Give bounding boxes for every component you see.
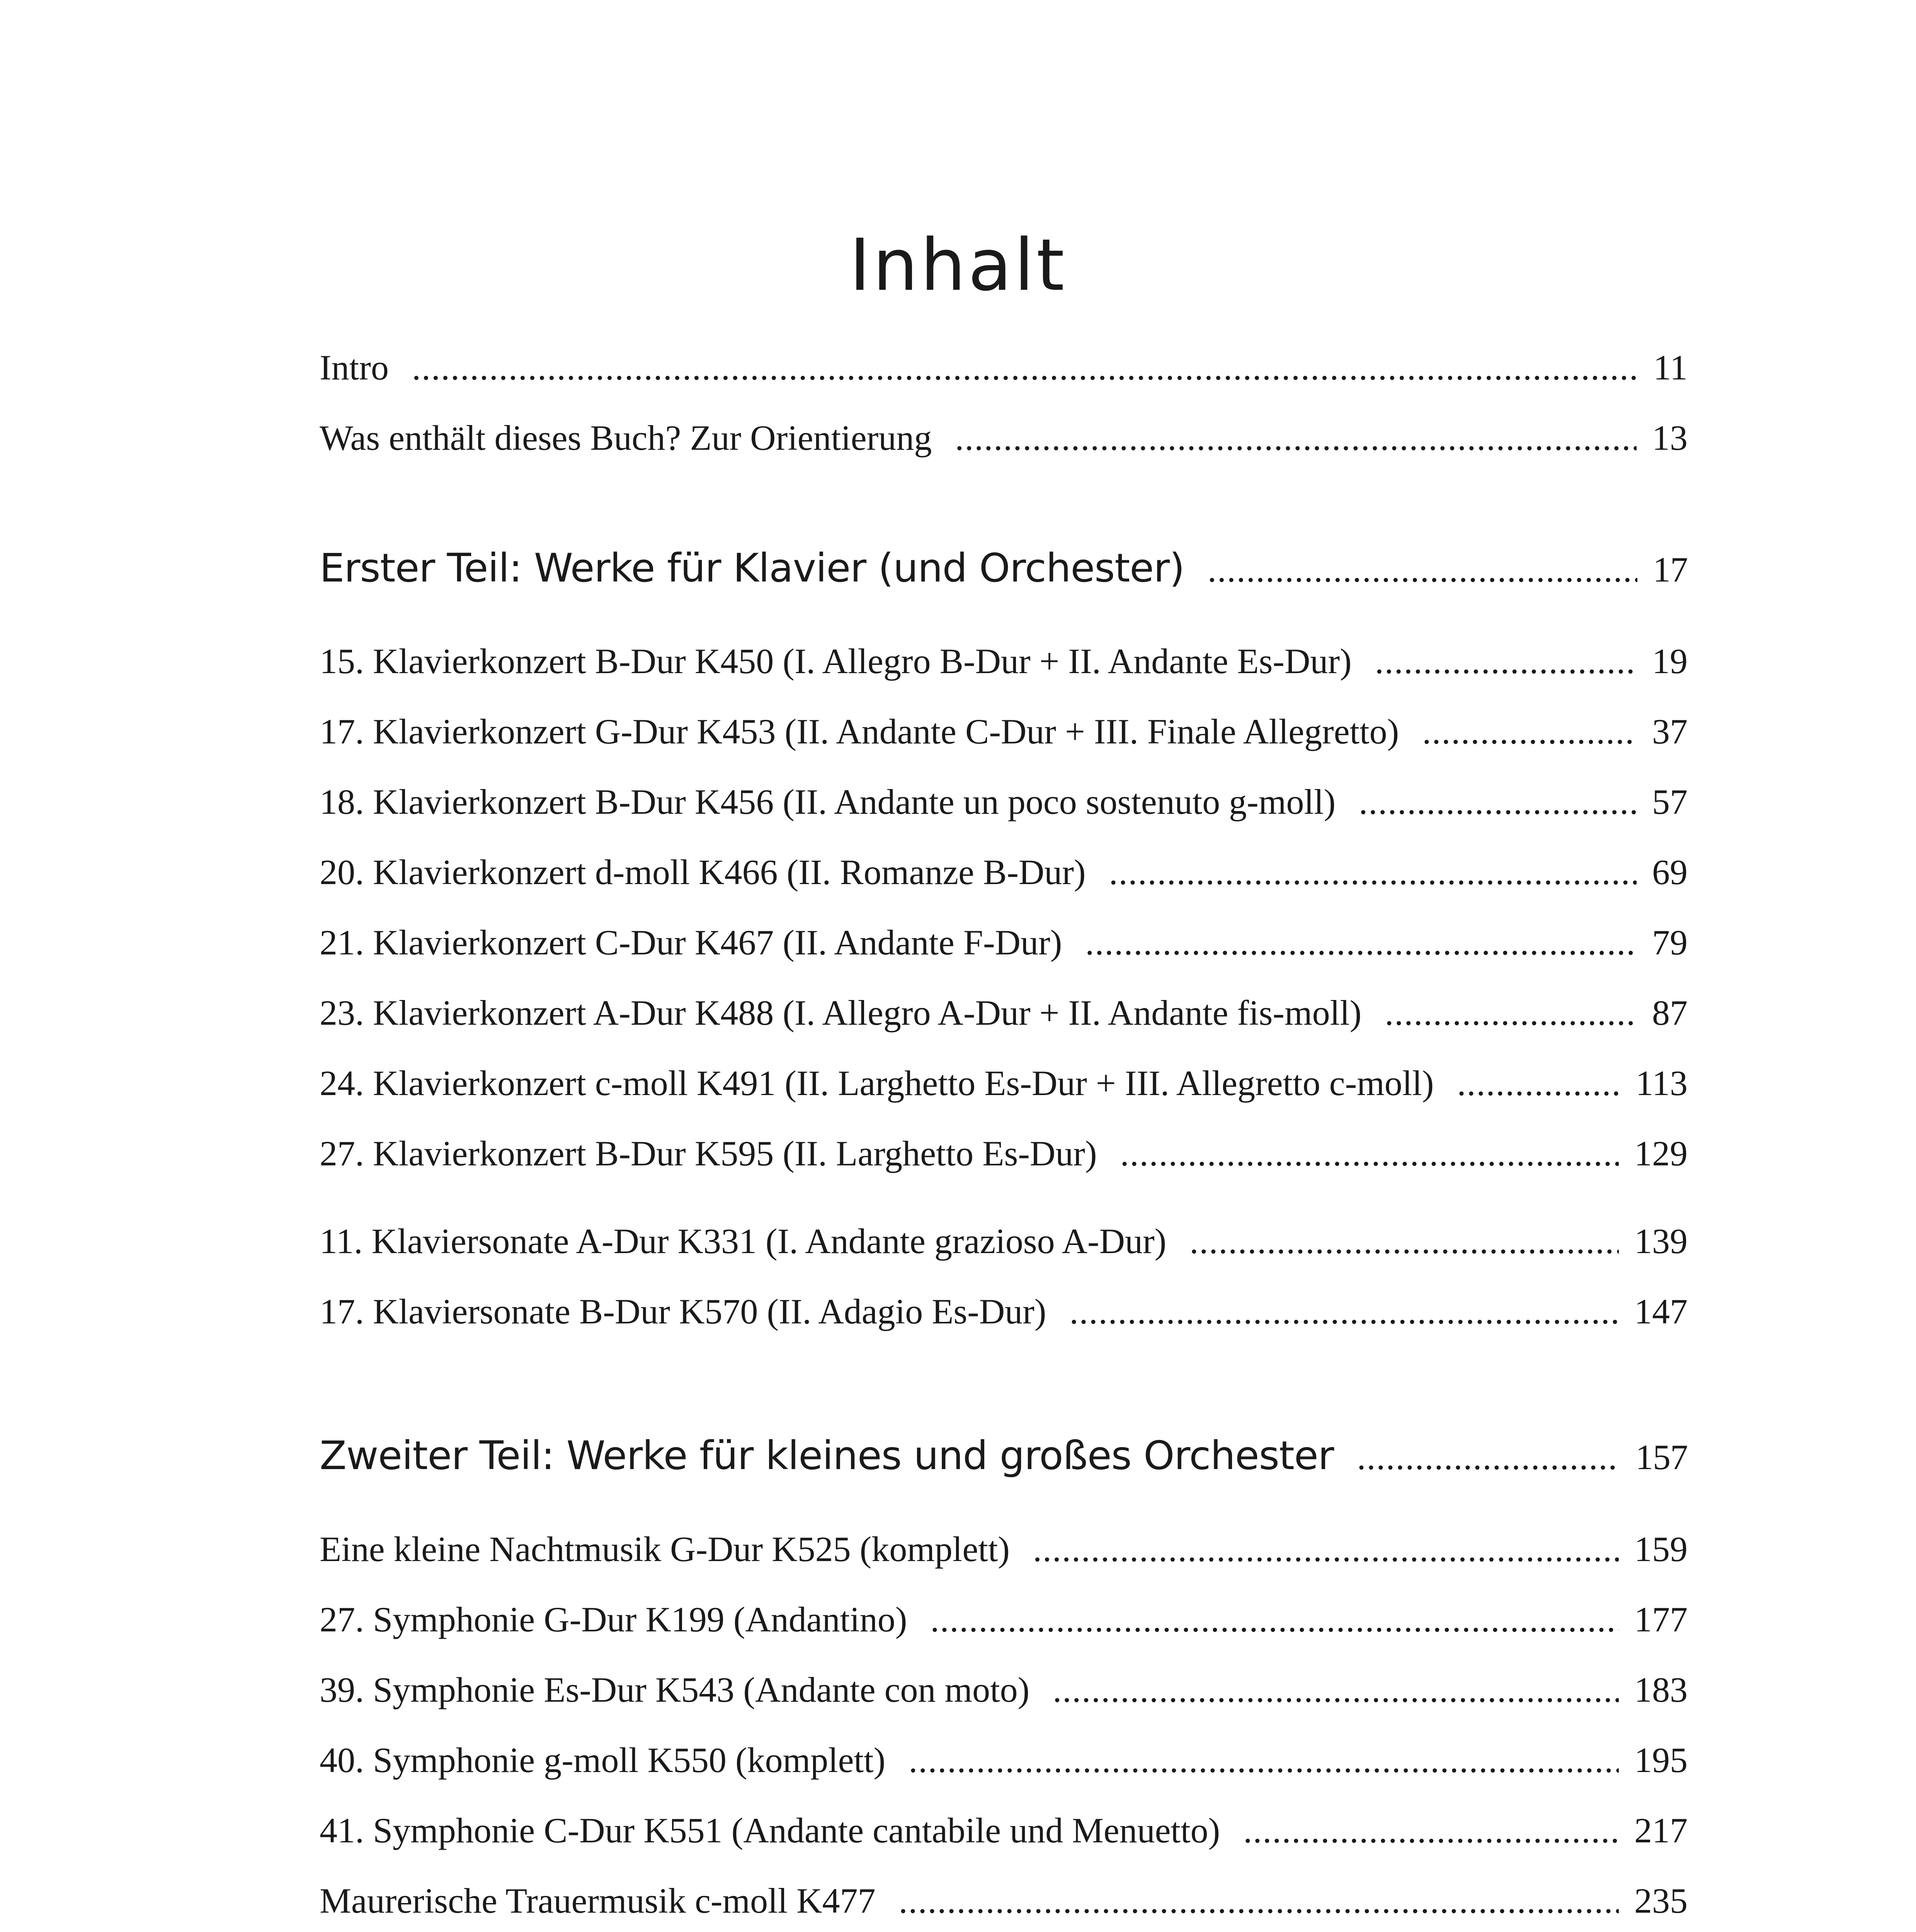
dot-leader	[1422, 714, 1637, 749]
toc-entry[interactable]	[320, 995, 1688, 1031]
dot-leader	[1243, 1813, 1619, 1848]
dot-leader	[1359, 784, 1637, 820]
toc-entry[interactable]	[320, 1294, 1688, 1329]
toc-entry-label: 11. Klaviersonate A-Dur K331 (I. Andante grazioso A-Dur)	[320, 1221, 1167, 1261]
toc-entry-page: 13	[1652, 418, 1688, 457]
toc-entry-page: 177	[1634, 1600, 1688, 1639]
toc-entry-label: Eine kleine Nachtmusik G-Dur K525 (komplett)	[320, 1529, 1010, 1569]
toc-entry[interactable]	[320, 1065, 1688, 1101]
toc-entry-page: 37	[1652, 712, 1688, 751]
toc-entry-label: 17. Klavierkonzert G-Dur K453 (II. Andante C-Dur + III. Finale Allegretto)	[320, 712, 1399, 751]
toc-entry-label: 39. Symphonie Es-Dur K543 (Andante con moto)	[320, 1670, 1030, 1709]
toc-entry-page: 113	[1635, 1063, 1688, 1103]
toc-entry-label: 17. Klaviersonate B-Dur K570 (II. Adagio Es-Dur)	[320, 1292, 1046, 1331]
toc-entry-page: 147	[1634, 1292, 1688, 1331]
toc-entry-page: 11	[1653, 348, 1688, 387]
toc-entry-page: 235	[1634, 1881, 1688, 1920]
toc-entry[interactable]	[320, 1136, 1688, 1171]
dot-leader	[1375, 643, 1637, 679]
toc-section-heading-erster-teil[interactable]	[320, 545, 1688, 591]
toc-entry-intro[interactable]	[320, 350, 1688, 385]
toc-entry-page: 19	[1652, 641, 1688, 681]
dot-leader	[1109, 854, 1637, 890]
toc-entry[interactable]	[320, 925, 1688, 960]
toc-entry-label: 18. Klavierkonzert B-Dur K456 (II. Andante un poco sostenuto g-moll)	[320, 782, 1336, 821]
toc-entry-page: 69	[1652, 852, 1688, 892]
dot-leader	[899, 1883, 1619, 1918]
toc-entry-page: 157	[1635, 1437, 1688, 1477]
toc-entry[interactable]	[320, 1742, 1688, 1778]
toc-entry-label: Intro	[320, 348, 389, 387]
dot-leader	[1189, 1223, 1619, 1259]
dot-leader	[909, 1742, 1619, 1778]
toc-entry-page: 159	[1634, 1529, 1688, 1569]
toc-entry-label: 27. Symphonie G-Dur K199 (Andantino)	[320, 1600, 907, 1639]
dot-leader	[1120, 1136, 1619, 1171]
toc-entry[interactable]	[320, 1602, 1688, 1637]
toc-entry[interactable]	[320, 1672, 1688, 1708]
toc-entry-label: 27. Klavierkonzert B-Dur K595 (II. Larghetto Es-Dur)	[320, 1134, 1097, 1173]
toc-entry[interactable]	[320, 1531, 1688, 1567]
dot-leader	[930, 1602, 1619, 1637]
toc-entry-orientierung[interactable]	[320, 420, 1688, 456]
toc-entry[interactable]	[320, 714, 1688, 749]
dot-leader	[1053, 1672, 1619, 1708]
toc-section-heading-zweiter-teil[interactable]	[320, 1433, 1688, 1479]
toc-entry-page: 217	[1634, 1811, 1688, 1850]
dot-leader	[1208, 552, 1637, 587]
toc-entry-page: 129	[1634, 1134, 1688, 1173]
toc-entry-page: 139	[1634, 1221, 1688, 1261]
dot-leader	[1085, 925, 1637, 960]
toc-section-heading-label: Zweiter Teil: Werke für kleines und großes Orchester	[320, 1433, 1334, 1479]
toc-entry[interactable]	[320, 1223, 1688, 1259]
toc-entry-label: 23. Klavierkonzert A-Dur K488 (I. Allegro A-Dur + II. Andante fis-moll)	[320, 993, 1362, 1032]
toc-entry-page: 195	[1634, 1740, 1688, 1780]
dot-leader	[1385, 995, 1637, 1031]
dot-leader	[1357, 1439, 1620, 1475]
toc-entry-page: 183	[1634, 1670, 1688, 1709]
toc-entry-page: 57	[1652, 782, 1688, 821]
dot-leader	[1069, 1294, 1619, 1329]
toc-section-heading-label: Erster Teil: Werke für Klavier (und Orchester)	[320, 545, 1184, 591]
dot-leader	[412, 350, 1638, 385]
toc-entry[interactable]	[320, 643, 1688, 679]
toc-entry[interactable]	[320, 1813, 1688, 1848]
dot-leader	[955, 420, 1637, 456]
toc-entry-label: 21. Klavierkonzert C-Dur K467 (II. Andante F-Dur)	[320, 923, 1062, 962]
toc-entry-label: Was enthält dieses Buch? Zur Orientierung	[320, 418, 932, 457]
toc-entry-label: 24. Klavierkonzert c-moll K491 (II. Larghetto Es-Dur + III. Allegretto c-moll)	[320, 1063, 1434, 1103]
toc-entry[interactable]	[320, 784, 1688, 820]
toc-entry-page: 87	[1652, 993, 1688, 1032]
toc-entry-label: 41. Symphonie C-Dur K551 (Andante cantabile und Menuetto)	[320, 1811, 1220, 1850]
toc-entry-page: 17	[1653, 550, 1688, 589]
toc-entry-page: 79	[1652, 923, 1688, 962]
toc-entry[interactable]	[320, 1883, 1688, 1918]
toc-entry-label: 40. Symphonie g-moll K550 (komplett)	[320, 1740, 886, 1780]
toc-entry[interactable]	[320, 854, 1688, 890]
toc-entry-label: 15. Klavierkonzert B-Dur K450 (I. Allegro B-Dur + II. Andante Es-Dur)	[320, 641, 1352, 681]
toc-entry-label: 20. Klavierkonzert d-moll K466 (II. Romanze B-Dur)	[320, 852, 1086, 892]
toc-entry-label: Maurerische Trauermusik c-moll K477	[320, 1881, 876, 1920]
dot-leader	[1457, 1065, 1620, 1101]
dot-leader	[1033, 1531, 1619, 1567]
page-title: Inhalt	[849, 223, 1067, 307]
